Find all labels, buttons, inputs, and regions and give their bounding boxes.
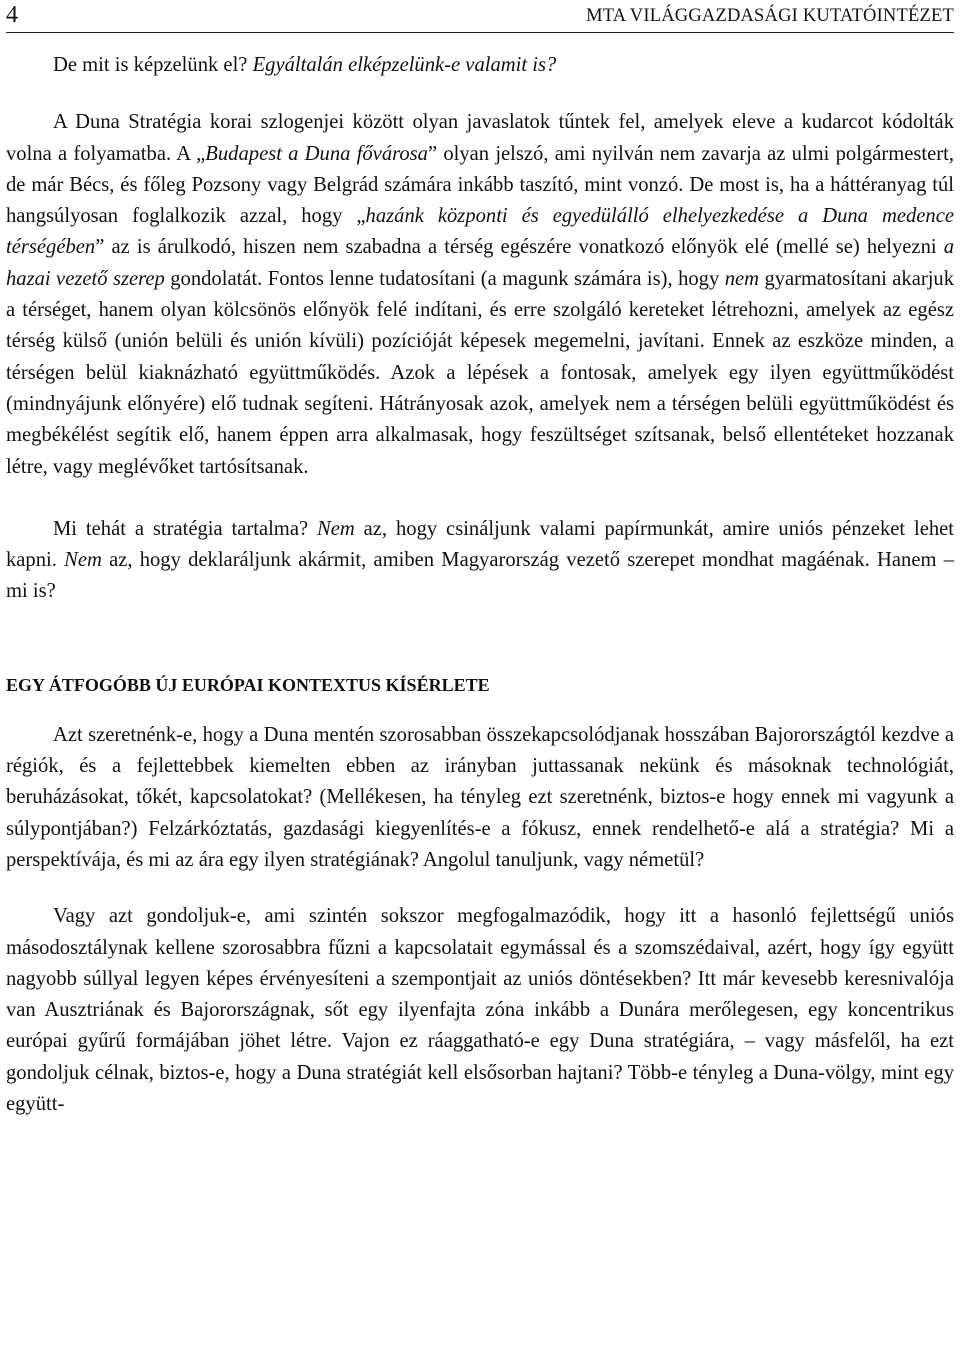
page-header bbox=[6, 0, 954, 33]
paragraph-slogans bbox=[6, 107, 954, 483]
paragraph-italic-text: Nem bbox=[64, 549, 102, 572]
paragraph-italic-text: Budapest a Duna fővárosa bbox=[205, 142, 428, 165]
paragraph-italic-text: Egyáltalán elképzelünk-e valamit is? bbox=[252, 54, 557, 76]
paragraph-text: A Duna Stratégia korai szlogenjei között olyan javaslatok tűntek fel, amelyek eleve a kudarcot kódolták volna a folyamatba. A „ bbox=[6, 111, 954, 165]
paragraph-italic-text: a hazai vezető szerep bbox=[6, 236, 954, 290]
paragraph-danube-integration: Azt szeretnénk-e, hogy a Duna mentén szorosabban összekapcsolódjanak hosszában Bajorországtól kezdve a régiók, és a fejlettebbek kiemelten ebben az irányban juttassanak nekünk és másoknak technológiát, beruházásokat, tőkét, kapcsolatokat? (Mellékesen, ha tényleg ezt szeretnénk, biztos-e hogy ennek mi vagyunk a súlypontjában?) Felzárkóztatás, gazdasági kiegyenlítés-e a fókusz, ennek rendelhető-e alá a stratégia? Mi a perspektívája, és mi az ára egy ilyen stratégiának? Angolul tanuljunk, vagy németül? bbox=[6, 723, 954, 871]
paragraph-text: ” olyan jelszó, ami nyilván nem zavarja az ulmi polgármestert, de már Bécs, és főleg Pozsony vagy Belgrád számára inkább taszító, mint vonzó. De most is, ha a háttéranyag túl hangsúlyosan foglalkozik azzal, hogy „ bbox=[6, 142, 954, 228]
paragraph-italic-text: nem bbox=[724, 267, 760, 290]
page-number: 4 bbox=[6, 2, 18, 28]
paragraph-italic-text: hazánk központi és egyedülálló elhelyezkedése a Duna medence térségében bbox=[6, 205, 954, 259]
running-head: MTA VILÁGGAZDASÁGI KUTATÓINTÉZET bbox=[586, 6, 954, 26]
paragraph-text: De mit is képzelünk el? bbox=[53, 54, 253, 76]
paragraph-italic-text: Nem bbox=[317, 517, 355, 540]
paragraph-text: ” az is árulkodó, hiszen nem szabadna a térség egészére vonatkozó előnyök elé (mellé se) helyezni bbox=[95, 236, 944, 259]
paragraph-question bbox=[6, 50, 954, 81]
paragraph-text: gondolatát. Fontos lenne tudatosítani (a magunk számára is), hogy bbox=[164, 267, 725, 290]
paragraph-text: az, hogy csináljunk valami papírmunkát, amire uniós pénzeket lehet kapni. bbox=[6, 517, 955, 572]
paragraph-text: Mi tehát a stratégia tartalma? bbox=[53, 517, 318, 540]
paragraph-second-tier: Vagy azt gondoljuk-e, ami szintén sokszor megfogalmazódik, hogy itt a hasonló fejlettségű uniós másodosztálynak kellene szorosabbra fűzni a kapcsolatait egymással és a szomszédaival, azért, hogy így együtt nagyobb súllyal legyen képes érvényesíteni a szempontjait az uniós döntésekben? Itt már kevesebb keresnivalója van Ausztriának és Bajorországnak, sőt egy ilyenfajta zóna inkább a Dunára merőlegesen, egy koncentrikus európai gyűrű formájában jöhet létre. Vajon ez ráaggatható-e egy Duna stratégiára, – vagy másfelől, ha ezt gondoljuk célnak, biztos-e, hogy a Duna stratégiát kell elsősorban hajtani? Több-e tényleg a Duna-völgy, mint egy együtt- bbox=[6, 905, 954, 1116]
document-page bbox=[6, 0, 954, 1369]
paragraph-strategy-content bbox=[6, 514, 954, 608]
paragraph-text: gyarmatosítani akarjuk a térséget, hanem olyan kölcsönös előnyök felé indítani, és erre szolgáló kereteket létrehozni, amelyek az egész térség külső (unión belüli és unión kívüli) pozícióját képesek megemelni, javítani. Ennek az eszköze minden, a térségen belül kiaknázható együttműködés. Azok a lépések a fontosak, amelyek egy ilyen együttműködést (mindnyájunk előnyére) elő tudnak segíteni. Hátrányosak azok, amelyek nem a térségen belüli együttműködést és megbékélést segítik elő, hanem éppen arra alkalmasak, hogy feszültséget szítsanak, belső ellentéteket hozzanak létre, vagy meglévőket tartósítsanak. bbox=[6, 267, 955, 478]
section-heading: EGY ÁTFOGÓBB ÚJ EURÓPAI KONTEXTUS KÍSÉRLETE bbox=[6, 674, 490, 695]
document-body bbox=[6, 50, 954, 1120]
paragraph-text: az, hogy deklaráljunk akármit, amiben Magyarország vezető szerepet mondhat magáénak. Hanem – mi is? bbox=[6, 549, 954, 603]
